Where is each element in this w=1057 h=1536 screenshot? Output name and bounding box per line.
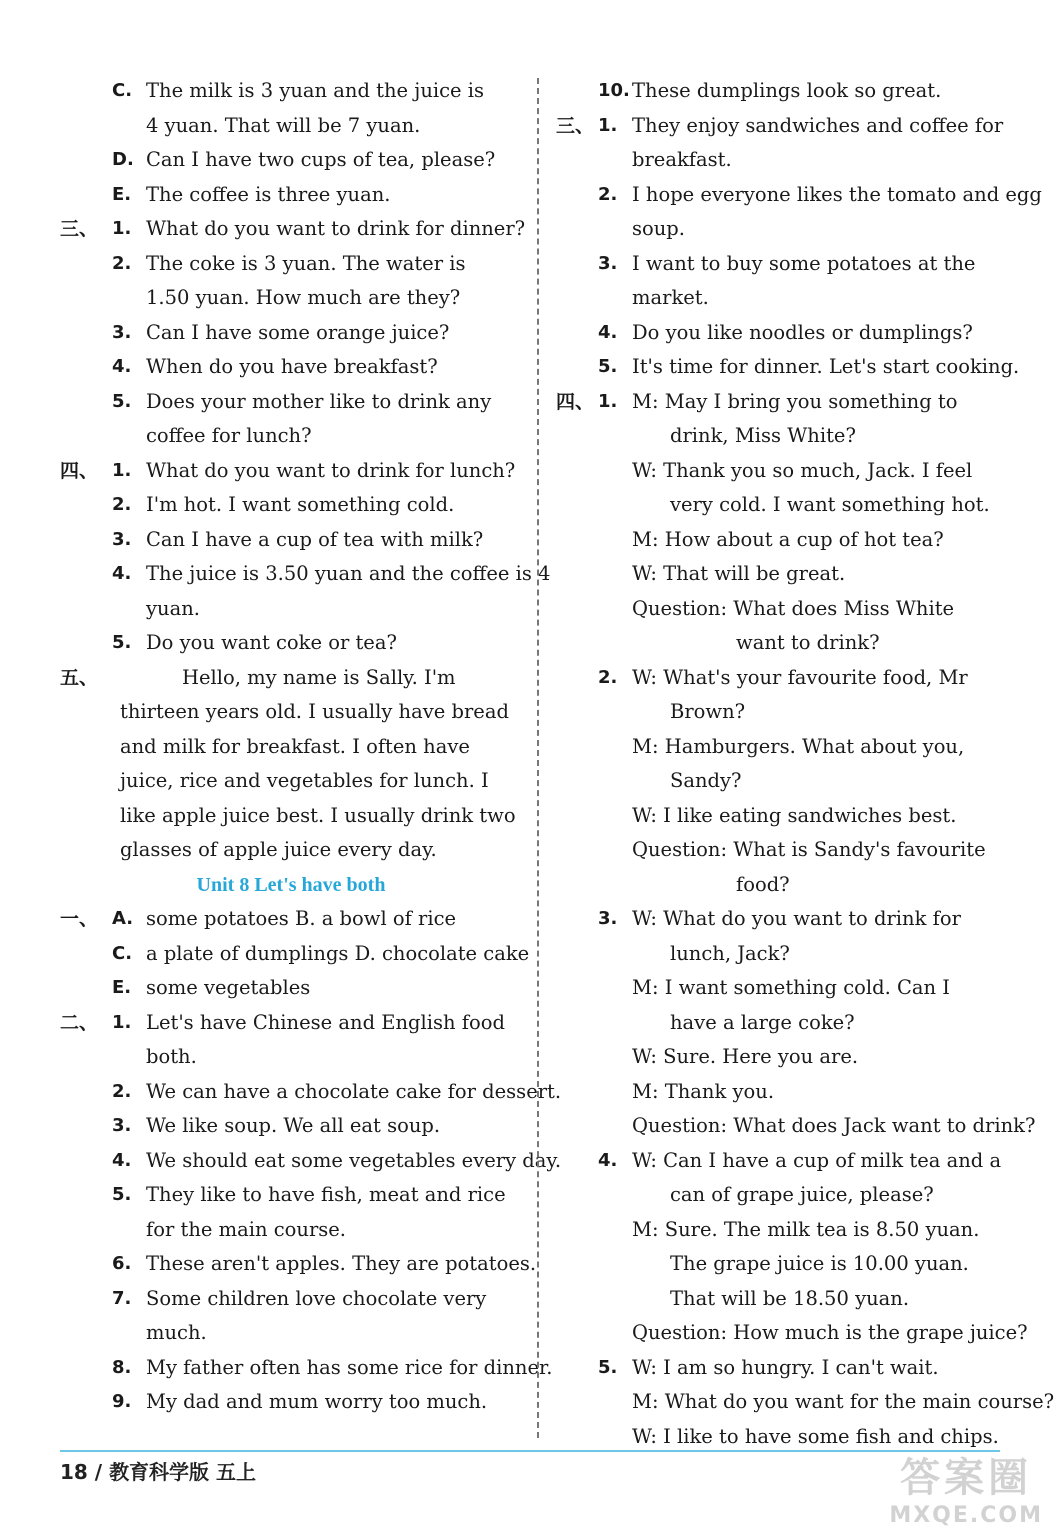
item-text: The coffee is three yuan. <box>146 182 391 206</box>
answer-line <box>556 1075 1008 1110</box>
answer-line <box>60 316 522 351</box>
answer-line <box>556 937 1008 972</box>
item-label: 3. <box>598 252 618 274</box>
answer-line <box>556 1385 1055 1420</box>
item-text: Do you like noodles or dumplings? <box>632 320 973 344</box>
item-label: 1. <box>112 218 132 239</box>
answer-line <box>60 523 522 558</box>
item-text: Question: What does Jack want to drink? <box>632 1114 1036 1137</box>
item-text: These aren't apples. They are potatoes. <box>146 1252 537 1275</box>
answer-line <box>60 247 522 282</box>
item-text: W: That will be great. <box>632 562 846 585</box>
item-label: 9. <box>112 1391 132 1412</box>
left-column <box>60 74 562 1420</box>
item-text: 4 yuan. That will be 7 yuan. <box>146 113 421 137</box>
item-text: Can I have some orange juice? <box>146 320 450 344</box>
item-text: They like to have fish, meat and rice <box>146 1183 506 1206</box>
answer-line <box>556 247 1008 282</box>
item-label: 8. <box>112 1356 132 1378</box>
item-text: W: I am so hungry. I can't wait. <box>632 1355 939 1379</box>
item-text: W: What's your favourite food, Mr <box>632 665 968 689</box>
item-text: glasses of apple juice every day. <box>120 838 437 861</box>
item-label: 2. <box>598 183 618 205</box>
answer-line <box>60 937 530 972</box>
item-text: some vegetables <box>146 976 311 999</box>
answer-line <box>60 833 522 868</box>
section-number: 四、 <box>60 459 99 482</box>
item-label: D. <box>112 149 134 170</box>
answer-line <box>556 281 1008 316</box>
answer-line <box>60 1006 522 1041</box>
answer-line <box>60 1178 522 1213</box>
item-text: The milk is 3 yuan and the juice is <box>146 79 485 102</box>
answer-line <box>556 833 1008 868</box>
item-text: The grape juice is 10.00 yuan. <box>670 1252 969 1275</box>
item-label: 3. <box>112 528 132 550</box>
answer-line <box>556 868 1008 903</box>
answer-line <box>556 1247 1008 1282</box>
item-label: 3. <box>112 1115 132 1136</box>
answer-line <box>556 1316 1028 1351</box>
item-text: have a large coke? <box>670 1010 855 1034</box>
item-text: It's time for dinner. Let's start cooking. <box>632 355 1020 378</box>
answer-line <box>60 350 522 385</box>
item-text: M: May I bring you something to <box>632 389 958 413</box>
answer-line <box>556 523 1008 558</box>
answer-line <box>556 1006 1008 1041</box>
item-label: 5. <box>112 632 132 653</box>
answer-line <box>556 971 1008 1006</box>
answer-line <box>556 557 1008 592</box>
item-text: much. <box>146 1321 207 1344</box>
answer-line <box>556 1351 1008 1386</box>
item-text: Sandy? <box>670 769 742 792</box>
item-text: thirteen years old. I usually have bread <box>120 700 509 723</box>
right-column <box>556 74 1055 1454</box>
item-label: 2. <box>112 252 132 274</box>
answer-line <box>60 419 522 454</box>
item-text: market. <box>632 286 709 309</box>
answer-line <box>556 730 1008 765</box>
item-label: C. <box>112 942 133 964</box>
answer-line <box>60 1040 522 1075</box>
item-label: 7. <box>112 1287 132 1309</box>
item-text: Question: What does Miss White <box>632 596 955 620</box>
answer-line <box>60 109 522 144</box>
answer-line <box>556 488 1008 523</box>
item-label: 5. <box>112 1184 132 1205</box>
item-label: 3. <box>112 321 132 343</box>
item-text: The coke is 3 yuan. The water is <box>146 251 466 275</box>
item-text: breakfast. <box>632 148 732 171</box>
answer-line <box>556 350 1020 385</box>
column-divider <box>537 78 539 1438</box>
item-text: some potatoes B. a bowl of rice <box>146 907 457 930</box>
answer-line <box>60 178 522 213</box>
answer-line <box>556 592 1008 627</box>
item-text: M: Sure. The milk tea is 8.50 yuan. <box>632 1217 980 1241</box>
answer-line <box>60 143 522 178</box>
answer-line <box>60 626 522 661</box>
item-text: food? <box>736 872 790 896</box>
item-label: 3. <box>598 908 618 929</box>
item-label: 1. <box>598 390 618 412</box>
footer-rule <box>60 1450 1000 1452</box>
item-text: I want to buy some potatoes at the <box>632 251 976 275</box>
item-text: M: I want something cold. Can I <box>632 976 950 999</box>
answer-line <box>556 1213 1008 1248</box>
answer-line <box>60 74 522 109</box>
item-label: E. <box>112 183 132 205</box>
item-text: both. <box>146 1045 197 1068</box>
answer-line <box>556 74 1008 109</box>
answer-line <box>60 1247 537 1282</box>
answer-line <box>556 385 1008 420</box>
answer-line <box>60 1351 553 1386</box>
item-text: Question: How much is the grape juice? <box>632 1321 1028 1344</box>
answer-line <box>556 1040 1008 1075</box>
item-label: 1. <box>598 114 618 136</box>
item-text: very cold. I want something hot. <box>670 493 990 516</box>
item-text: M: How about a cup of hot tea? <box>632 527 944 551</box>
page-footer: 18 / 教育科学版 五上 <box>60 1460 257 1484</box>
answer-line <box>60 1316 522 1351</box>
item-text: Does your mother like to drink any <box>146 389 492 413</box>
item-text: W: I like to have some fish and chips. <box>632 1424 999 1448</box>
item-text: Do you want coke or tea? <box>146 631 397 654</box>
answer-line <box>556 1109 1036 1144</box>
answer-line <box>556 626 1008 661</box>
item-text: W: What do you want to drink for <box>632 907 961 930</box>
answer-line <box>556 454 1008 489</box>
item-label: 10. <box>598 80 630 101</box>
item-label: 1. <box>112 459 132 481</box>
item-text: When do you have breakfast? <box>146 355 438 378</box>
item-text: What do you want to drink for lunch? <box>146 458 516 482</box>
item-text: We can have a chocolate cake for dessert. <box>146 1079 562 1103</box>
answer-line <box>60 281 522 316</box>
item-text: yuan. <box>146 596 200 620</box>
item-text: for the main course. <box>146 1217 347 1241</box>
item-label: 5. <box>598 1356 618 1378</box>
answer-line <box>60 1213 522 1248</box>
item-label: 4. <box>112 563 132 584</box>
item-text: W: I like eating sandwiches best. <box>632 803 957 827</box>
item-text: What do you want to drink for dinner? <box>146 217 526 240</box>
item-text: W: Can I have a cup of milk tea and a <box>632 1148 1002 1172</box>
item-text: My dad and mum worry too much. <box>146 1390 488 1413</box>
answer-line <box>556 419 1008 454</box>
item-text: We should eat some vegetables every day. <box>146 1148 562 1172</box>
item-text: I hope everyone likes the tomato and egg <box>632 182 1042 206</box>
item-text: These dumplings look so great. <box>632 79 942 102</box>
answer-line <box>556 1178 1008 1213</box>
watermark <box>889 1446 1043 1528</box>
item-text: Let's have Chinese and English food <box>146 1010 505 1034</box>
item-label: 4. <box>598 321 618 343</box>
item-text: 1.50 yuan. How much are they? <box>146 286 461 309</box>
item-label: 6. <box>112 1253 132 1274</box>
item-text: can of grape juice, please? <box>670 1183 934 1206</box>
section-number: 三、 <box>556 114 595 137</box>
answer-line <box>556 661 1008 696</box>
section-number: 二、 <box>60 1011 99 1034</box>
item-label: 4. <box>112 356 132 377</box>
answer-line <box>556 902 1008 937</box>
answer-line <box>60 661 522 696</box>
item-text: coffee for lunch? <box>146 424 312 447</box>
answer-line <box>556 1282 1008 1317</box>
item-text: My father often has some rice for dinner. <box>146 1355 553 1379</box>
answer-line <box>60 902 522 937</box>
answer-line <box>60 695 522 730</box>
item-text: We like soup. We all eat soup. <box>146 1114 441 1137</box>
answer-line <box>556 143 1008 178</box>
answer-line <box>60 385 522 420</box>
answer-line <box>556 1144 1008 1179</box>
answer-line <box>556 178 1042 213</box>
answer-line <box>60 1075 562 1110</box>
answer-line <box>60 764 522 799</box>
item-label: 2. <box>112 1080 132 1102</box>
answer-line <box>60 212 526 247</box>
item-label: C. <box>112 80 133 101</box>
item-text: M: Hamburgers. What about you, <box>632 734 965 758</box>
answer-line <box>556 695 1008 730</box>
watermark-url: MXQE.COM <box>889 1503 1043 1528</box>
item-text: like apple juice best. I usually drink two <box>120 803 516 827</box>
item-label: 4. <box>112 1149 132 1171</box>
item-text: W: Sure. Here you are. <box>632 1045 859 1068</box>
answer-line <box>556 799 1008 834</box>
item-text: Some children love chocolate very <box>146 1286 487 1310</box>
item-text: lunch, Jack? <box>670 941 790 965</box>
item-label: 5. <box>112 390 132 412</box>
item-text: W: Thank you so much, Jack. I feel <box>632 458 973 482</box>
item-text: soup. <box>632 217 685 240</box>
item-text: Question: What is Sandy's favourite <box>632 838 986 861</box>
section-number: 三、 <box>60 218 99 240</box>
item-label: 5. <box>598 356 618 377</box>
section-number: 一、 <box>60 908 99 930</box>
item-label: 1. <box>112 1011 132 1033</box>
item-label: 2. <box>598 666 618 688</box>
answer-line <box>556 212 1008 247</box>
answer-line <box>556 316 1008 351</box>
answer-line <box>60 1144 562 1179</box>
item-text: Hello, my name is Sally. I'm <box>182 665 456 689</box>
answer-line <box>60 592 522 627</box>
answer-line <box>556 764 1008 799</box>
item-text: I'm hot. I want something cold. <box>146 493 455 516</box>
item-text: want to drink? <box>736 631 880 654</box>
item-text: and milk for breakfast. I often have <box>120 734 470 758</box>
answer-line <box>60 557 551 592</box>
section-number: 四、 <box>556 390 595 413</box>
unit-heading: Unit 8 Let's have both <box>196 873 386 896</box>
item-text: That will be 18.50 yuan. <box>670 1286 910 1310</box>
item-text: M: What do you want for the main course? <box>632 1390 1055 1413</box>
item-text: Brown? <box>670 700 746 723</box>
item-text: Can I have two cups of tea, please? <box>146 148 496 171</box>
answer-line <box>60 1282 522 1317</box>
item-text: drink, Miss White? <box>670 424 856 447</box>
answer-line <box>60 799 522 834</box>
item-text: Can I have a cup of tea with milk? <box>146 527 484 551</box>
item-label: E. <box>112 977 132 998</box>
answer-line <box>556 109 1008 144</box>
answer-line <box>60 1385 522 1420</box>
answer-line <box>60 488 522 523</box>
item-text: a plate of dumplings D. chocolate cake <box>146 941 530 965</box>
answer-line <box>60 454 522 489</box>
answer-line <box>60 971 522 1006</box>
item-label: 2. <box>112 494 132 515</box>
answer-line <box>60 730 522 765</box>
section-number: 五、 <box>60 666 99 689</box>
item-text: They enjoy sandwiches and coffee for <box>632 113 1004 137</box>
watermark-logo-text: 答案圈 <box>900 1455 1033 1501</box>
item-text: The juice is 3.50 yuan and the coffee is 4 <box>146 562 551 585</box>
item-label: 4. <box>598 1149 618 1171</box>
answer-line <box>60 1109 522 1144</box>
item-text: M: Thank you. <box>632 1079 775 1103</box>
item-label: A. <box>112 908 134 929</box>
item-text: juice, rice and vegetables for lunch. I <box>120 769 489 792</box>
